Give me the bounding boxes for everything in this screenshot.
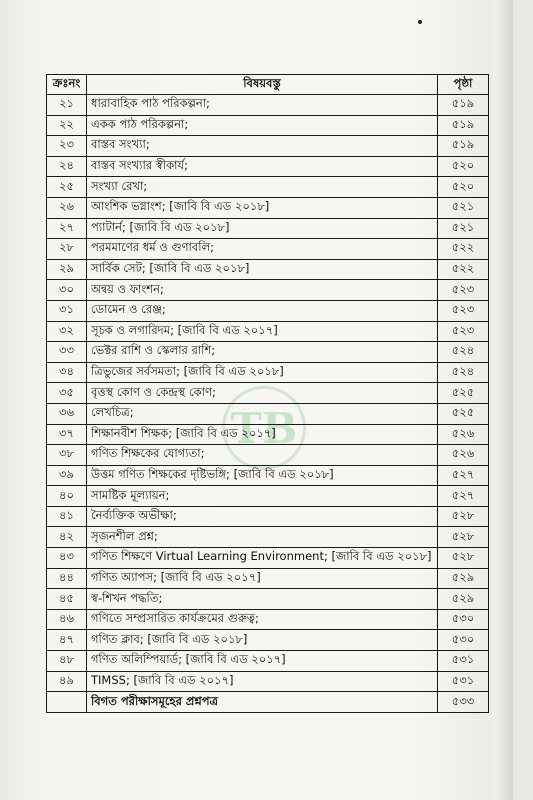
table-of-contents <box>46 74 489 713</box>
table-row <box>47 95 489 116</box>
table-row <box>47 506 489 527</box>
row-page: ৫২৩ <box>438 300 489 321</box>
row-page: ৫২৩ <box>438 280 489 301</box>
row-title: উত্তম গণিত শিক্ষকের দৃষ্টিভঙ্গি; [জাবি বি এড ২০১৮] <box>87 465 438 486</box>
table-row <box>47 609 489 630</box>
row-serial: ৪৪ <box>47 568 87 589</box>
row-serial: ৩২ <box>47 321 87 342</box>
row-page: ৫২১ <box>438 218 489 239</box>
header-serial: ক্রঃনং <box>47 75 87 95</box>
row-serial: ৩৯ <box>47 465 87 486</box>
row-serial: ৪৫ <box>47 589 87 610</box>
table-row <box>47 197 489 218</box>
row-title: সামষ্টিক মূল্যায়ন; <box>87 486 438 507</box>
row-page: ৫২১ <box>438 197 489 218</box>
row-title: গণিত শিক্ষণে Virtual Learning Environment; [জাবি বি এড ২০১৮] <box>87 548 438 569</box>
row-title: গণিত শিক্ষকের যোগ্যতা; <box>87 445 438 466</box>
row-title: শিক্ষানবীশ শিক্ষক; [জাবি বি এড ২০১৭] <box>87 424 438 445</box>
row-page: ৫১৯ <box>438 95 489 116</box>
row-page: ৫২৮ <box>438 527 489 548</box>
table-row <box>47 671 489 692</box>
row-serial: ৩৪ <box>47 362 87 383</box>
row-title: গণিত ক্লাব; [জাবি বি এড ২০১৮] <box>87 630 438 651</box>
table-row <box>47 548 489 569</box>
row-title: স্ব-শিখন পদ্ধতি; <box>87 589 438 610</box>
table-row <box>47 300 489 321</box>
header-subject: বিষয়বস্তু <box>87 75 438 95</box>
row-serial: ২৭ <box>47 218 87 239</box>
table-row <box>47 568 489 589</box>
table-row <box>47 156 489 177</box>
row-title: বিগত পরীক্ষাসমূহের প্রশ্নপত্র <box>87 692 438 713</box>
row-page: ৫২৪ <box>438 362 489 383</box>
row-serial: ৩০ <box>47 280 87 301</box>
ink-speck <box>418 20 422 24</box>
row-page: ৫৩১ <box>438 671 489 692</box>
row-serial: ২৩ <box>47 136 87 157</box>
row-page: ৫২৯ <box>438 568 489 589</box>
table-row <box>47 239 489 260</box>
row-serial: ৪৩ <box>47 548 87 569</box>
row-title: সূচক ও লগারিদম; [জাবি বি এড ২০১৭] <box>87 321 438 342</box>
table-row <box>47 589 489 610</box>
row-title: অন্বয় ও ফাংশন; <box>87 280 438 301</box>
row-serial <box>47 692 87 713</box>
row-title: বাস্তব সংখ্যা; <box>87 136 438 157</box>
row-page: ৫১৯ <box>438 136 489 157</box>
row-page: ৫২২ <box>438 239 489 260</box>
table-row <box>47 383 489 404</box>
row-title: গণিত অলিম্পিয়ার্ড; [জাবি বি এড ২০১৭] <box>87 651 438 672</box>
row-page: ৫৩৩ <box>438 692 489 713</box>
row-serial: ৪২ <box>47 527 87 548</box>
row-title: ত্রিভুজের সর্বসমতা; [জাবি বি এড ২০১৮] <box>87 362 438 383</box>
row-page: ৫২৭ <box>438 465 489 486</box>
table-row <box>47 218 489 239</box>
row-page: ৫৩০ <box>438 609 489 630</box>
table-row <box>47 651 489 672</box>
row-serial: ২১ <box>47 95 87 116</box>
row-serial: ৪৯ <box>47 671 87 692</box>
row-page: ৫২৬ <box>438 445 489 466</box>
row-title: গণিতে সম্প্রসারিত কার্যক্রমের গুরুত্ব; <box>87 609 438 630</box>
row-title: গণিত অ্যাপস; [জাবি বি এড ২০১৭] <box>87 568 438 589</box>
row-title: পরমমাণের ধর্ম ও গুণাবলি; <box>87 239 438 260</box>
row-serial: ৩৬ <box>47 403 87 424</box>
row-page: ৫২০ <box>438 177 489 198</box>
table-row <box>47 362 489 383</box>
row-title: সার্বিক সেট; [জাবি বি এড ২০১৮] <box>87 259 438 280</box>
row-serial: ২৬ <box>47 197 87 218</box>
row-title: সৃজনশীল প্রশ্ন; <box>87 527 438 548</box>
row-serial: ২৯ <box>47 259 87 280</box>
table-row <box>47 136 489 157</box>
header-page: পৃষ্ঠা <box>438 75 489 95</box>
row-title: ভেক্টর রাশি ও স্কেলার রাশি; <box>87 342 438 363</box>
table-row <box>47 692 489 713</box>
row-page: ৫২৮ <box>438 548 489 569</box>
row-serial: ৪০ <box>47 486 87 507</box>
row-title: প্যাটার্ন; [জাবি বি এড ২০১৮] <box>87 218 438 239</box>
page-edge-shadow <box>493 0 513 800</box>
row-page: ৫২৬ <box>438 424 489 445</box>
row-page: ৫২৮ <box>438 506 489 527</box>
row-title: ডোমেন ও রেঞ্জ; <box>87 300 438 321</box>
row-serial: ৪৬ <box>47 609 87 630</box>
row-title: সংখ্যা রেখা; <box>87 177 438 198</box>
row-serial: ৪৮ <box>47 651 87 672</box>
row-serial: ২২ <box>47 115 87 136</box>
row-serial: ৩৮ <box>47 445 87 466</box>
row-serial: ২৮ <box>47 239 87 260</box>
table-row <box>47 465 489 486</box>
table-row <box>47 342 489 363</box>
row-title: বাস্তব সংখ্যার স্বীকার্য; <box>87 156 438 177</box>
table-row <box>47 527 489 548</box>
table-row <box>47 177 489 198</box>
row-serial: ২৫ <box>47 177 87 198</box>
table-row <box>47 115 489 136</box>
row-serial: ৩৩ <box>47 342 87 363</box>
header-row <box>47 75 489 95</box>
table-row <box>47 403 489 424</box>
row-page: ৫২৩ <box>438 321 489 342</box>
row-page: ৫২২ <box>438 259 489 280</box>
row-serial: ৪১ <box>47 506 87 527</box>
row-page: ৫২৪ <box>438 342 489 363</box>
row-title: ধারাবাহিক পাঠ পরিকল্পনা; <box>87 95 438 116</box>
row-page: ৫২৯ <box>438 589 489 610</box>
row-title: একক পাঠ পরিকল্পনা; <box>87 115 438 136</box>
table-row <box>47 259 489 280</box>
row-page: ৫২০ <box>438 156 489 177</box>
row-serial: ৪৭ <box>47 630 87 651</box>
row-title: আংশিক ভগ্নাংশ; [জাবি বি এড ২০১৮] <box>87 197 438 218</box>
row-serial: ২৪ <box>47 156 87 177</box>
row-title: লেখচিত্র; <box>87 403 438 424</box>
row-page: ৫৩০ <box>438 630 489 651</box>
table-row <box>47 445 489 466</box>
row-title: বৃত্তস্থ কোণ ও কেন্দ্রস্থ কোণ; <box>87 383 438 404</box>
table-row <box>47 321 489 342</box>
watermark-logo: TB <box>222 386 306 470</box>
table-row <box>47 280 489 301</box>
row-serial: ৩৫ <box>47 383 87 404</box>
row-page: ৫৩১ <box>438 651 489 672</box>
row-page: ৫১৯ <box>438 115 489 136</box>
table-row <box>47 486 489 507</box>
row-serial: ৩৭ <box>47 424 87 445</box>
row-title: TIMSS; [জাবি বি এড ২০১৭] <box>87 671 438 692</box>
table-row <box>47 424 489 445</box>
table-row <box>47 630 489 651</box>
toc-body <box>47 95 489 713</box>
row-title: নৈর্ব্যক্তিক অভীক্ষা; <box>87 506 438 527</box>
row-page: ৫২৭ <box>438 486 489 507</box>
row-page: ৫২৫ <box>438 403 489 424</box>
row-page: ৫২৫ <box>438 383 489 404</box>
row-serial: ৩১ <box>47 300 87 321</box>
